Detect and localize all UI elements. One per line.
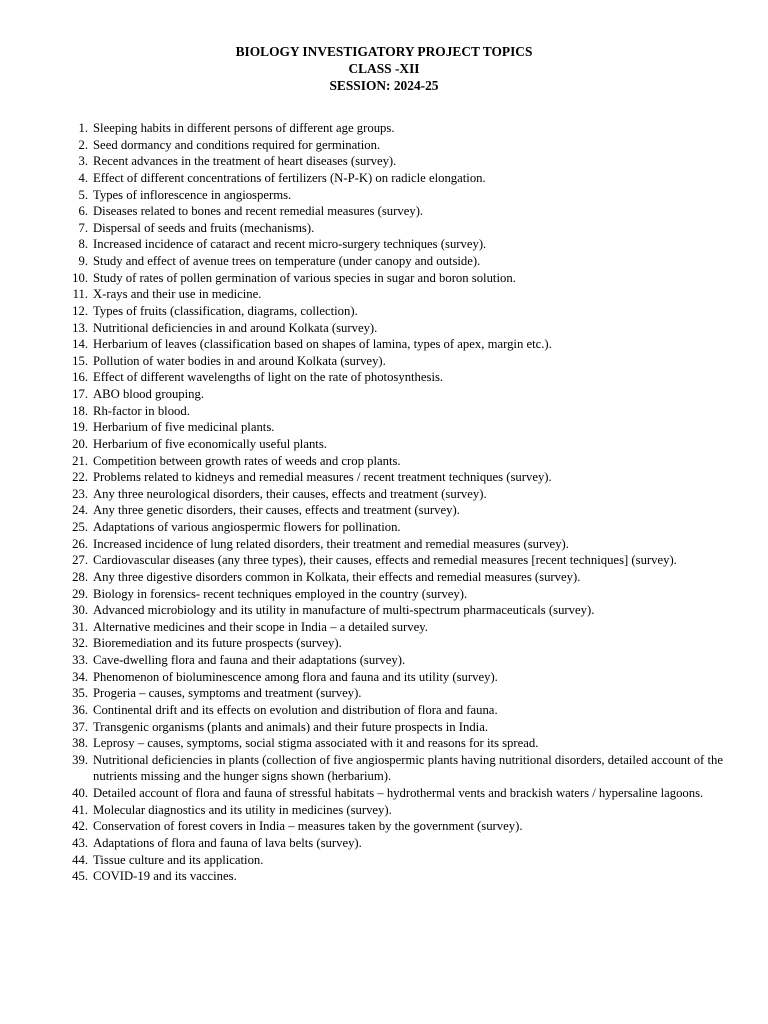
topic-text: Competition between growth rates of weeds and crop plants. — [93, 453, 401, 468]
topic-number: 23. — [72, 486, 88, 501]
topic-text: Rh-factor in blood. — [93, 403, 190, 418]
topic-number: 37. — [72, 719, 88, 734]
topic-text: Sleeping habits in different persons of different age groups. — [93, 121, 395, 135]
topic-text: COVID-19 and its vaccines. — [93, 869, 237, 884]
topic-number: 6. — [78, 204, 88, 219]
topic-text: Cardiovascular diseases (any three types), their causes, effects and remedial measures [recent techniques] (survey). — [93, 553, 677, 568]
topic-item — [0, 453, 768, 470]
topic-number: 26. — [72, 536, 88, 551]
topic-text: Molecular diagnostics and its utility in medicines (survey). — [93, 802, 392, 817]
topic-item — [0, 818, 768, 835]
topic-item — [0, 469, 768, 486]
topic-number: 39. — [72, 752, 88, 767]
topic-list — [0, 120, 768, 885]
topic-number: 7. — [78, 220, 88, 235]
topic-number: 24. — [72, 503, 88, 518]
topic-text: Tissue culture and its application. — [93, 852, 264, 867]
topic-item — [0, 203, 768, 220]
topic-item — [0, 353, 768, 370]
topic-text: Any three genetic disorders, their causes, effects and treatment (survey). — [93, 503, 460, 518]
topic-item — [0, 735, 768, 752]
topic-item — [0, 386, 768, 403]
topic-number: 43. — [72, 835, 88, 850]
topic-item — [0, 270, 768, 287]
topic-text: Types of inflorescence in angiosperms. — [93, 187, 292, 202]
topic-number: 5. — [78, 187, 88, 202]
topic-number: 29. — [72, 586, 88, 601]
topic-number: 17. — [72, 387, 88, 401]
topic-item — [0, 652, 768, 669]
topic-item — [0, 552, 768, 569]
topic-text: Leprosy – causes, symptoms, social stigma associated with it and reasons for its spread. — [93, 736, 539, 751]
topic-number: 4. — [78, 170, 88, 185]
topic-item — [0, 403, 768, 420]
topic-item — [0, 835, 768, 852]
topic-item — [0, 303, 768, 320]
topic-text: Increased incidence of cataract and recent micro-surgery techniques (survey). — [93, 237, 487, 252]
topic-number: 44. — [72, 852, 88, 867]
topic-number: 10. — [72, 270, 88, 285]
topic-text: Effect of different wavelengths of light on the rate of photosynthesis. — [93, 370, 444, 385]
topic-item — [0, 802, 768, 819]
topic-item — [0, 635, 768, 652]
topic-number: 8. — [78, 237, 88, 252]
topic-text: X-rays and their use in medicine. — [93, 287, 262, 302]
topic-text: Detailed account of flora and fauna of stressful habitats – hydrothermal vents and brackish waters / hypersaline lagoons. — [93, 786, 704, 800]
topic-item — [0, 253, 768, 270]
document-title: BIOLOGY INVESTIGATORY PROJECT TOPICS — [235, 44, 533, 59]
topic-item — [0, 586, 768, 603]
topic-number: 20. — [72, 436, 88, 451]
topic-number: 15. — [72, 353, 88, 368]
topic-item — [0, 619, 768, 636]
topic-item — [0, 369, 768, 386]
topic-number: 40. — [72, 786, 88, 800]
topic-text: Seed dormancy and conditions required for germination. — [93, 137, 381, 152]
topic-text: Phenomenon of bioluminescence among flora and fauna and its utility (survey). — [93, 669, 498, 684]
topic-text: Herbarium of five medicinal plants. — [93, 420, 275, 435]
topic-number: 9. — [78, 254, 88, 268]
topic-text: Any three digestive disorders common in Kolkata, their effects and remedial measures (survey). — [93, 569, 581, 584]
topic-text: Problems related to kidneys and remedial measures / recent treatment techniques (survey). — [93, 470, 552, 485]
topic-text: Herbarium of leaves (classification based on shapes of lamina, types of apex, margin etc.). — [93, 337, 552, 352]
topic-number: 30. — [72, 603, 88, 618]
topic-text: Nutritional deficiencies in plants (collection of five angiospermic plants having nutritional disorders, detailed account of the nutrients missing and the hunger signs shown (herbarium). — [93, 752, 723, 784]
topic-item — [0, 153, 768, 170]
topic-text: Any three neurological disorders, their causes, effects and treatment (survey). — [93, 486, 487, 501]
topic-item — [0, 685, 768, 702]
topic-text: Transgenic organisms (plants and animals) and their future prospects in India. — [93, 719, 488, 734]
topic-text: Conservation of forest covers in India – measures taken by the government (survey). — [93, 819, 523, 834]
topic-item — [0, 486, 768, 503]
topic-item — [0, 602, 768, 619]
topic-text: Alternative medicines and their scope in India – a detailed survey. — [93, 619, 428, 634]
topic-item — [0, 170, 768, 187]
topic-text: Adaptations of flora and fauna of lava belts (survey). — [93, 835, 362, 850]
topic-item — [0, 320, 768, 337]
topic-number: 12. — [72, 303, 88, 318]
topic-text: Bioremediation and its future prospects (survey). — [93, 636, 342, 651]
topic-number: 45. — [72, 869, 88, 884]
topic-text: Progeria – causes, symptoms and treatment (survey). — [93, 686, 362, 701]
topic-number: 11. — [72, 287, 88, 302]
topic-item — [0, 502, 768, 519]
topic-text: Diseases related to bones and recent remedial measures (survey). — [93, 204, 424, 219]
topic-item — [0, 336, 768, 353]
topic-number: 16. — [72, 370, 88, 385]
topic-item — [0, 785, 768, 802]
topic-number: 32. — [72, 636, 88, 651]
topic-item — [0, 436, 768, 453]
topic-item — [0, 236, 768, 253]
topic-number: 18. — [72, 403, 88, 418]
topic-number: 38. — [72, 736, 88, 751]
topic-number: 34. — [72, 669, 88, 684]
topic-text: Cave-dwelling flora and fauna and their adaptations (survey). — [93, 653, 406, 667]
topic-number: 25. — [72, 520, 88, 534]
topic-text: Pollution of water bodies in and around Kolkata (survey). — [93, 353, 386, 368]
topic-item — [0, 220, 768, 237]
topic-number: 22. — [72, 470, 88, 485]
topic-text: Study of rates of pollen germination of various species in sugar and boron solution. — [93, 270, 516, 285]
topic-number: 21. — [72, 453, 88, 468]
topic-number: 41. — [72, 802, 88, 817]
document-heading — [0, 43, 768, 94]
topic-text: Herbarium of five economically useful plants. — [93, 436, 327, 451]
topic-item — [0, 719, 768, 736]
topic-item — [0, 286, 768, 303]
topic-item — [0, 519, 768, 536]
document-class: CLASS -XII — [348, 61, 420, 76]
topic-number: 31. — [72, 619, 88, 634]
topic-item — [0, 752, 768, 785]
topic-number: 27. — [72, 553, 88, 568]
topic-text: Dispersal of seeds and fruits (mechanisms). — [93, 220, 315, 235]
topic-item — [0, 536, 768, 553]
topic-item — [0, 852, 768, 869]
topic-item — [0, 669, 768, 686]
topic-text: Increased incidence of lung related disorders, their treatment and remedial measures (survey). — [93, 536, 569, 551]
topic-number: 19. — [72, 420, 88, 435]
topic-text: Recent advances in the treatment of heart diseases (survey). — [93, 154, 397, 169]
topic-text: Biology in forensics- recent techniques employed in the country (survey). — [93, 586, 468, 601]
topic-text: ABO blood grouping. — [93, 387, 205, 401]
topic-number: 33. — [72, 653, 88, 667]
topic-item — [0, 868, 768, 885]
topic-item — [0, 702, 768, 719]
topic-item — [0, 120, 768, 137]
topic-text: Advanced microbiology and its utility in manufacture of multi-spectrum pharmaceuticals (survey). — [93, 603, 595, 618]
topic-number: 14. — [72, 337, 88, 352]
topic-number: 36. — [72, 702, 88, 717]
topic-text: Study and effect of avenue trees on temperature (under canopy and outside). — [93, 254, 481, 268]
topic-number: 2. — [78, 137, 88, 152]
topic-item — [0, 137, 768, 154]
topic-item — [0, 569, 768, 586]
topic-number: 3. — [78, 154, 88, 169]
document-session: SESSION: 2024-25 — [329, 78, 439, 93]
topic-number: 28. — [72, 569, 88, 584]
topic-text: Effect of different concentrations of fertilizers (N-P-K) on radicle elongation. — [93, 170, 486, 185]
topic-text: Types of fruits (classification, diagrams, collection). — [93, 303, 358, 318]
topic-item — [0, 419, 768, 436]
topic-number: 13. — [72, 320, 88, 335]
topic-text: Adaptations of various angiospermic flowers for pollination. — [93, 520, 401, 534]
topic-number: 1. — [78, 121, 88, 135]
topic-text: Nutritional deficiencies in and around Kolkata (survey). — [93, 320, 378, 335]
topic-number: 35. — [72, 686, 88, 701]
topic-number: 42. — [72, 819, 88, 834]
topic-item — [0, 187, 768, 204]
topic-text: Continental drift and its effects on evolution and distribution of flora and fauna. — [93, 702, 498, 717]
